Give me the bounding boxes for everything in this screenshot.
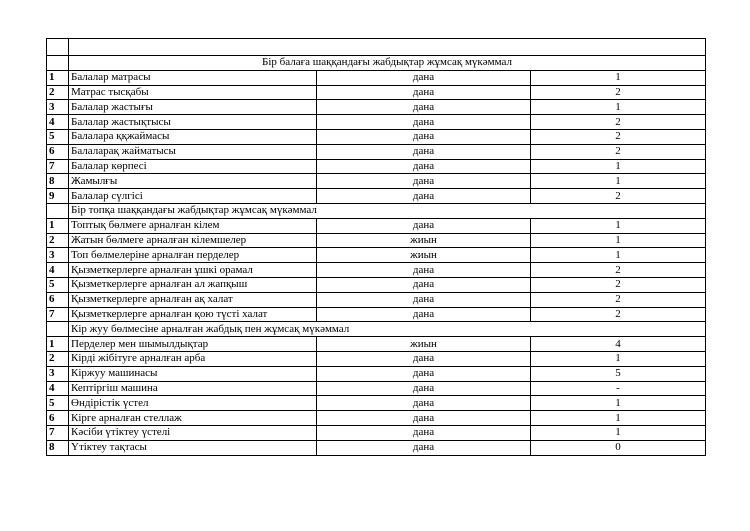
item-unit: дана <box>317 411 531 426</box>
item-name: Балалар көрпесі <box>69 159 317 174</box>
row-number: 4 <box>47 115 69 130</box>
header-spacer-cell <box>69 39 706 56</box>
item-name: Кірді жібітуге арналған арба <box>69 351 317 366</box>
row-number: 1 <box>47 337 69 352</box>
row-number: 2 <box>47 85 69 100</box>
item-unit: дана <box>317 159 531 174</box>
item-quantity: 1 <box>531 425 706 440</box>
section-title: Бір топқа шаққандағы жабдықтар жұмсақ мүкәммал <box>69 203 706 218</box>
item-quantity: 1 <box>531 233 706 248</box>
item-quantity: 2 <box>531 129 706 144</box>
table-row <box>47 277 706 292</box>
row-number: 6 <box>47 292 69 307</box>
item-unit: дана <box>317 263 531 278</box>
table-row <box>47 248 706 263</box>
row-number: 3 <box>47 248 69 263</box>
item-quantity: 1 <box>531 218 706 233</box>
row-number: 5 <box>47 129 69 144</box>
item-name: Балаларақ жайматысы <box>69 144 317 159</box>
table-row <box>47 263 706 278</box>
item-unit: дана <box>317 218 531 233</box>
item-unit: дана <box>317 189 531 204</box>
item-unit: дана <box>317 277 531 292</box>
table-row <box>47 115 706 130</box>
item-name: Жатын бөлмеге арналған кілемшелер <box>69 233 317 248</box>
item-quantity: 2 <box>531 277 706 292</box>
item-unit: дана <box>317 292 531 307</box>
item-quantity: 2 <box>531 115 706 130</box>
table-row <box>47 307 706 322</box>
item-unit: дана <box>317 174 531 189</box>
item-name: Қызметкерлерге арналған ұшкі орамал <box>69 263 317 278</box>
item-unit: дана <box>317 129 531 144</box>
item-unit: дана <box>317 144 531 159</box>
item-quantity: 1 <box>531 396 706 411</box>
row-number: 7 <box>47 159 69 174</box>
table-row <box>47 100 706 115</box>
row-number: 8 <box>47 174 69 189</box>
item-name: Кептіргіш машина <box>69 381 317 396</box>
item-unit: дана <box>317 381 531 396</box>
section-num-cell <box>47 203 69 218</box>
item-quantity: 0 <box>531 440 706 455</box>
item-quantity: 1 <box>531 411 706 426</box>
section-num-cell <box>47 322 69 337</box>
item-name: Өндірістік үстел <box>69 396 317 411</box>
table-row <box>47 337 706 352</box>
row-number: 1 <box>47 70 69 85</box>
table-row <box>47 396 706 411</box>
table-row <box>47 129 706 144</box>
item-name: Топтық бөлмеге арналған кілем <box>69 218 317 233</box>
row-number: 4 <box>47 381 69 396</box>
item-quantity: 1 <box>531 159 706 174</box>
item-unit: дана <box>317 100 531 115</box>
item-quantity: 2 <box>531 85 706 100</box>
row-number: 6 <box>47 411 69 426</box>
row-number: 1 <box>47 218 69 233</box>
item-unit: дана <box>317 440 531 455</box>
row-number: 9 <box>47 189 69 204</box>
table-row <box>47 292 706 307</box>
item-unit: жиын <box>317 248 531 263</box>
item-unit: дана <box>317 425 531 440</box>
inventory-table <box>46 38 706 456</box>
table-row <box>47 174 706 189</box>
item-name: Балалар жастығы <box>69 100 317 115</box>
table-row <box>47 189 706 204</box>
item-name: Жамылғы <box>69 174 317 189</box>
table-row <box>47 70 706 85</box>
table-row <box>47 440 706 455</box>
item-name: Қызметкерлерге арналған қою түсті халат <box>69 307 317 322</box>
table-row <box>47 85 706 100</box>
item-unit: дана <box>317 70 531 85</box>
item-quantity: 2 <box>531 292 706 307</box>
row-number: 5 <box>47 277 69 292</box>
table-row <box>47 366 706 381</box>
table-header-row <box>47 39 706 56</box>
item-unit: дана <box>317 396 531 411</box>
table-row <box>47 411 706 426</box>
table-row <box>47 233 706 248</box>
item-name: Кіржуу машинасы <box>69 366 317 381</box>
item-name: Балалар жастықтысы <box>69 115 317 130</box>
item-name: Балалар матрасы <box>69 70 317 85</box>
section-title-row <box>47 56 706 71</box>
row-number: 7 <box>47 307 69 322</box>
table-row <box>47 425 706 440</box>
item-quantity: 1 <box>531 248 706 263</box>
item-name: Үтіктеу тақтасы <box>69 440 317 455</box>
table-row <box>47 218 706 233</box>
item-quantity: 2 <box>531 307 706 322</box>
item-name: Қызметкерлерге арналған ал жапқыш <box>69 277 317 292</box>
section-title-row <box>47 322 706 337</box>
table-row <box>47 159 706 174</box>
item-quantity: 1 <box>531 351 706 366</box>
item-quantity: 2 <box>531 144 706 159</box>
row-number: 6 <box>47 144 69 159</box>
item-name: Топ бөлмелеріне арналған перделер <box>69 248 317 263</box>
table-row <box>47 381 706 396</box>
item-quantity: 4 <box>531 337 706 352</box>
item-quantity: 1 <box>531 174 706 189</box>
item-quantity: - <box>531 381 706 396</box>
row-number: 7 <box>47 425 69 440</box>
row-number: 3 <box>47 366 69 381</box>
section-title: Кір жуу бөлмесіне арналған жабдық пен жұмсақ мүкәммал <box>69 322 706 337</box>
row-number: 2 <box>47 233 69 248</box>
item-name: Кәсіби үтіктеу үстелі <box>69 425 317 440</box>
table-row <box>47 351 706 366</box>
table-row <box>47 144 706 159</box>
item-unit: дана <box>317 366 531 381</box>
item-unit: жиын <box>317 337 531 352</box>
row-number: 3 <box>47 100 69 115</box>
item-name: Матрас тысқабы <box>69 85 317 100</box>
item-name: Балалара ққжаймасы <box>69 129 317 144</box>
header-empty-cell <box>47 39 69 56</box>
item-quantity: 2 <box>531 189 706 204</box>
section-title: Бір балаға шаққандағы жабдықтар жұмсақ мүкәммал <box>69 56 706 71</box>
item-unit: дана <box>317 85 531 100</box>
item-unit: дана <box>317 307 531 322</box>
item-name: Қызметкерлерге арналған ақ халат <box>69 292 317 307</box>
item-name: Кірге арналған стеллаж <box>69 411 317 426</box>
item-unit: жиын <box>317 233 531 248</box>
item-quantity: 5 <box>531 366 706 381</box>
section-num-cell <box>47 56 69 71</box>
item-name: Балалар сүлгісі <box>69 189 317 204</box>
row-number: 5 <box>47 396 69 411</box>
row-number: 2 <box>47 351 69 366</box>
item-name: Перделер мен шымылдықтар <box>69 337 317 352</box>
row-number: 4 <box>47 263 69 278</box>
item-quantity: 1 <box>531 100 706 115</box>
item-quantity: 1 <box>531 70 706 85</box>
item-unit: дана <box>317 351 531 366</box>
inventory-table-body <box>47 39 706 456</box>
item-quantity: 2 <box>531 263 706 278</box>
row-number: 8 <box>47 440 69 455</box>
section-title-row <box>47 203 706 218</box>
item-unit: дана <box>317 115 531 130</box>
